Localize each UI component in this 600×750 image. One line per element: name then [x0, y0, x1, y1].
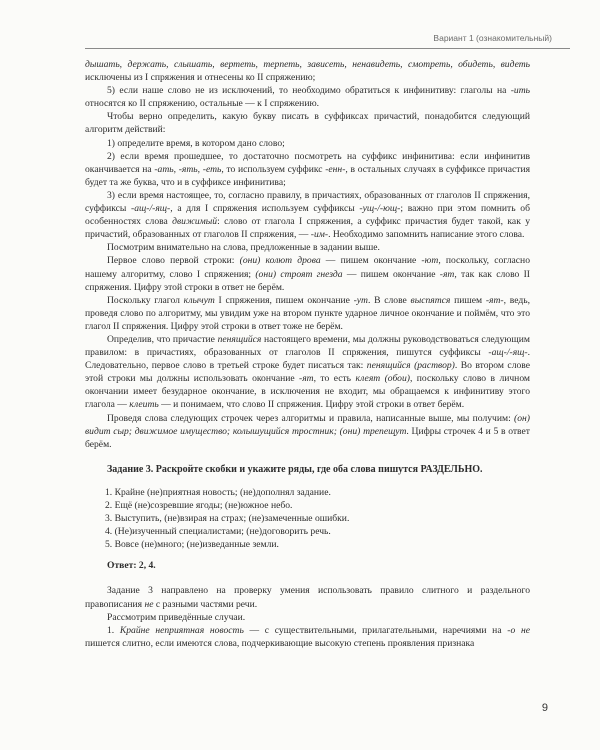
text: , ведь, проведя слово по алгоритму, мы увидим уже на втором пункте ударное личное окончание и поймём, что это глагол II спряжения. Цифру этой строки в ответ тоже не берём.	[85, 294, 530, 332]
italic: -ущ-/-ющ-	[359, 203, 401, 215]
text: Поскольку глагол	[107, 294, 184, 306]
text: Первое слово первой строки:	[107, 255, 240, 267]
page-header	[0, 0, 600, 50]
text: ; важно при этом помнить об особенностях слова	[85, 203, 530, 228]
text: , в остальных случаях в суффиксе причастия будет та же буква, что и в суффиксе инфинитива;	[85, 163, 530, 188]
paragraph-look: Посмотрим внимательно на слова, предложенные в задании выше.	[107, 242, 380, 254]
paragraph-line1	[85, 254, 530, 293]
italic: (они) колют дрова	[239, 255, 321, 267]
paragraph-step5	[85, 84, 530, 110]
text: Задание 3 направлено на проверку умения использовать правило слитного и раздельного правописания	[85, 585, 530, 610]
text: — пишем окончание	[342, 268, 440, 280]
italic: клеят (обои)	[355, 373, 410, 385]
text: , то используем суффикс	[221, 163, 326, 175]
text: — пишем окончание	[320, 255, 422, 267]
text: , поскольку, согласно нашему алгоритму, слово I спряжения;	[85, 255, 530, 280]
paragraph-step3	[85, 189, 530, 241]
paragraph-step2	[85, 150, 530, 189]
variant-label: Вариант 1 (ознакомительный)	[433, 33, 552, 43]
italic-verbs: дышать, держать, слышать, вертеть, терпеть, зависеть, ненавидеть, смотреть, обидеть, видеть	[85, 59, 530, 70]
italic: Крайне неприятная новость	[119, 624, 244, 636]
task-3-options	[105, 486, 530, 551]
text: исключены из I спряжения и отнесены ко II спряжению;	[85, 72, 316, 84]
text: 3) если время настоящее, то, согласно правилу, в причастиях, образованных от глаголов II спряжения, суффиксы	[85, 189, 530, 215]
text: — и понимаем, что слово II спряжения. Цифру этой строки в ответ берём.	[158, 399, 465, 411]
paragraph-algorithm-intro: Чтобы верно определить, какую букву писать в суффиксах причастий, понадобится следующий алгоритм действий:	[85, 111, 530, 136]
list-item: 5. Вовсе (не)много; (не)изведанные земли.	[105, 539, 279, 551]
text: . Во втором слове этой строки мы должны использовать окончание	[85, 360, 531, 385]
italic: выспятся	[410, 294, 451, 306]
text: настоящего времени, мы должны руководствоваться следующим правилом: в причастиях, образованных от глаголов II спряжения, пишутся суффиксы	[85, 333, 530, 359]
text: Проведя слова следующих строчек через алгоритмы и правила, написанные выше, мы получим:	[107, 412, 515, 424]
text: , а для I спряжения используем суффиксы	[170, 203, 360, 215]
italic: -ят-	[485, 294, 504, 306]
italic: -ут	[353, 294, 368, 306]
header-rule	[85, 48, 570, 49]
text: Определив, что причастие	[107, 333, 218, 345]
text: . Цифры строчек 4 и 5 в ответ берём.	[85, 425, 530, 450]
italic: (они) строят гнезда	[255, 268, 343, 280]
paragraph-line3	[85, 333, 530, 412]
italic: -енн-	[325, 163, 346, 175]
text: — с существительными, прилагательными, наречиями на	[243, 624, 508, 636]
text: с разными частями речи.	[153, 598, 258, 610]
text: 1.	[107, 624, 120, 636]
italic: пенящийся (раствор)	[366, 360, 455, 372]
text: . Следовательно, первое слово в третьей строке будет писаться так:	[85, 347, 530, 372]
task-3-heading: Задание 3. Раскройте скобки и укажите ряды, где оба слова пишутся РАЗДЕЛЬНО.	[107, 463, 483, 475]
italic: клеить	[129, 399, 159, 411]
italic: не	[144, 598, 154, 610]
paragraph-line2	[85, 294, 530, 333]
list-item: 4. (Не)изученный специалистами; (не)договорить речь.	[105, 526, 331, 538]
list-item: 1. Крайне (не)приятная новость; (не)дополнял задание.	[105, 486, 331, 498]
text: 5) если наше слово не из исключений, то необходимо обратиться к инфинитиву: глаголы на	[107, 85, 511, 97]
paragraph-consider: Рассмотрим приведённые случаи.	[107, 611, 246, 623]
text: . В слове	[367, 294, 411, 306]
text-body	[85, 58, 530, 650]
text: , так как слово II спряжения. Цифру этой строки в ответ не берём.	[85, 268, 530, 293]
text: : слово от глагола I спряжения, а суффикс причастия будет такой, как у причастий, образованных от глаголов II спряжения, —	[85, 216, 530, 241]
paragraph-task3-explain	[85, 584, 530, 610]
list-item: 2. Ещё (не)созревшие ягоды; (не)южное небо.	[105, 500, 293, 511]
paragraph-exceptions	[85, 58, 530, 84]
text: I спряжения, пишем окончание	[214, 294, 354, 306]
italic: -ащ-/-ящ-	[488, 347, 528, 359]
italic: -им-	[310, 229, 329, 241]
italic: -ят	[299, 373, 314, 385]
paragraph-case1	[85, 624, 530, 650]
italic: движимый	[172, 216, 218, 228]
text: пишется слитно, если имеются слова, подчеркивающие высокую степень проявления признака	[85, 637, 475, 649]
text: , поскольку слово в личном окончании имеет безударное окончание, в исключения не входит, мы обращаемся к инфинитиву этого глагола —	[85, 373, 531, 411]
italic: (он) видит сыр; движимое имущество; колышущийся тростник; (они) трепещут	[85, 412, 530, 437]
text: . Необходимо запомнить написание этого слова.	[328, 229, 525, 241]
italic: клычут	[183, 294, 215, 306]
text: относятся ко II спряжению, остальные — к I спряжению.	[85, 98, 320, 110]
italic: -ить	[510, 85, 530, 97]
italic: -ют	[421, 255, 439, 267]
paragraph-step1: 1) определите время, в котором дано слово;	[107, 137, 285, 149]
italic: пенящийся	[217, 333, 262, 345]
page-number: 9	[541, 702, 548, 714]
italic: -ать, -ять, -еть	[154, 163, 222, 175]
italic: -ащ-/-ящ-	[131, 203, 171, 215]
list-item: 3. Выступить, (не)взирая на страх; (не)замеченные ошибки.	[105, 513, 350, 525]
text: пишем	[450, 294, 486, 306]
answer: Ответ: 2, 4.	[107, 560, 156, 572]
paragraph-summary	[85, 412, 530, 451]
italic: -о не	[507, 624, 530, 636]
text: 2) если время прошедшее, то достаточно посмотреть на суффикс инфинитива: если инфинитив оканчивается на	[85, 150, 530, 175]
italic: -ят	[439, 268, 455, 280]
text: , то есть	[313, 373, 356, 385]
